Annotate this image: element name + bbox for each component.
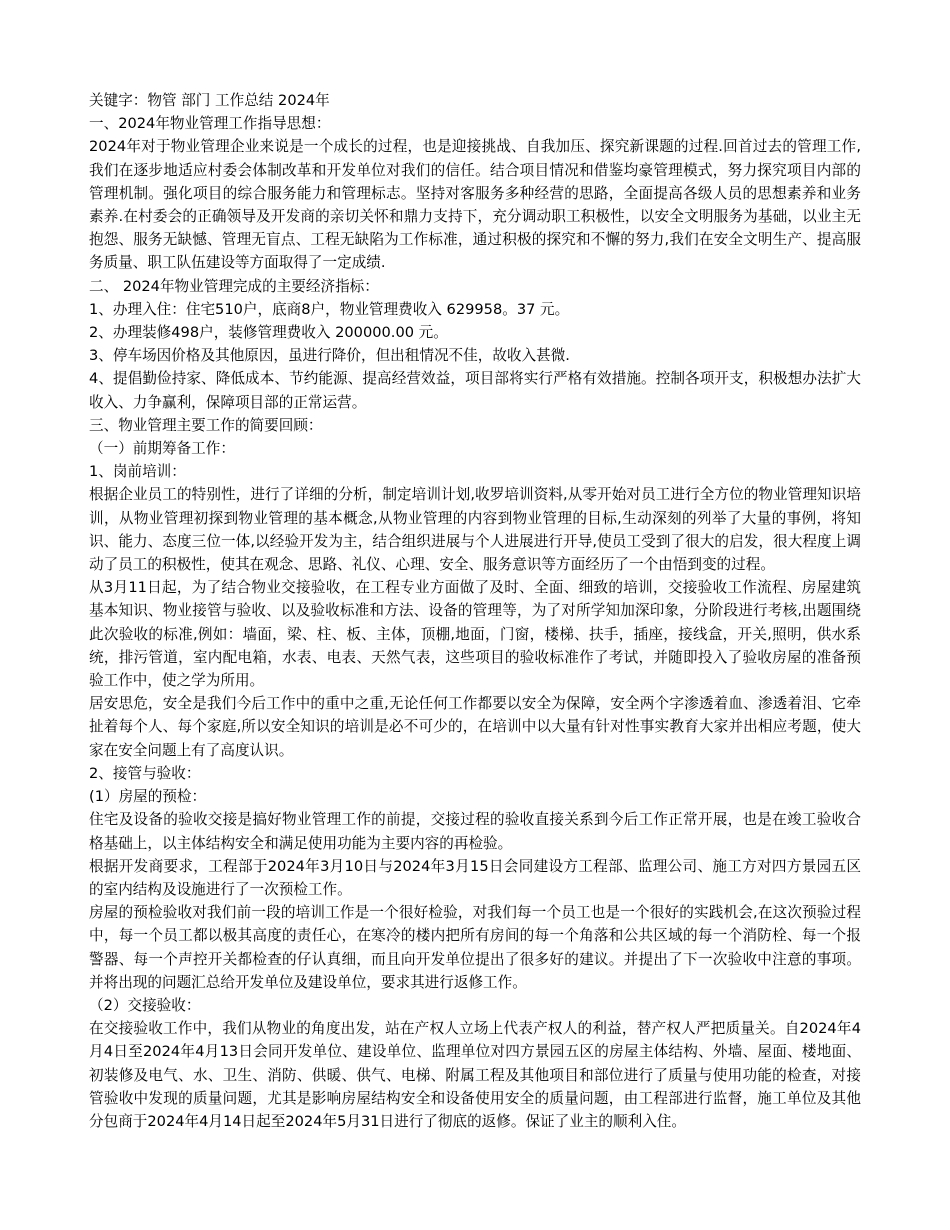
section-heading-3: 三、物业管理主要工作的简要回顾：: [89, 416, 323, 434]
section-heading-2: 二、 2024年物业管理完成的主要经济指标：: [89, 277, 379, 295]
paragraph-precheck-result: 房屋的预检验收对我们前一段的培训工作是一个很好检验，对我们每一个员工也是一个很好的实践机会,在这次预验过程中，每一个员工都以极其高度的责任心，在寒冷的楼内把所有房间的每一个角落和公共区域的每一个消防栓、每一个报警器、每一个声控开关都检查的仔认真细，而且向开发单位提出了很多好的建议。并提出了下一次验收中注意的事项。并将出现的问题汇总给开发单位及建设单位，要求其进行返修工作。: [89, 904, 861, 991]
keywords-line: 关键字：物管 部门 工作总结 2024年: [89, 92, 330, 109]
paragraph-training: 根据企业员工的特别性，进行了详细的分析，制定培训计划,收罗培训资料,从零开始对员工进行全方位的物业管理知识培训，从物业管理初探到物业管理的基本概念,从物业管理的内容到物业管理的目标,生动深刻的列举了大量的事例，将知识、能力、态度三位一体,以经验开发为主，结合组织进展与个人进展进行开导,使员工受到了很大的启发，很大程度上调动了员工的积极性，使其在观念、思路、礼仪、心理、安全、服务意识等方面经历了一个由悟到变的过程。: [89, 486, 861, 574]
subsection-heading-preparation: （一）前期筹备工作：: [89, 440, 235, 458]
indicator-item-4: 4、提倡勤俭持家、降低成本、节约能源、提高经营效益，项目部将实行严格有效措施。控制各项开支，积极想办法扩大收入、力争赢利，保障项目部的正常运营。: [89, 370, 861, 411]
document-body: [89, 89, 861, 1133]
indicator-item-2: 2、办理装修498户，装修管理费收入 200000.00 元。: [89, 324, 448, 342]
subitem-heading-handover: （2）交接验收：: [89, 996, 201, 1014]
paragraph-precheck-intro: 住宅及设备的验收交接是搞好物业管理工作的前提，交接过程的验收直接关系到今后工作正常开展，也是在竣工验收合格基础上，以主体结构安全和满足使用功能为主要内容的再检验。: [89, 811, 861, 852]
paragraph-handover: 在交接验收工作中，我们从物业的角度出发，站在产权人立场上代表产权人的利益，替产权人严把质量关。自2024年4月4日至2024年4月13日会同开发单位、建设单位、监理单位对四方景园五区的房屋主体结构、外墙、屋面、楼地面、初装修及电气、水、卫生、消防、供暖、供气、电梯、附属工程及其他项目和部位进行了质量与使用功能的检查，对接管验收中发现的质量问题，尤其是影响房屋结构安全和设备使用安全的质量问题，由工程部进行监督，施工单位及其他分包商于2024年4月14日起至2024年5月31日进行了彻底的返修。保证了业主的顺利入住。: [89, 1020, 861, 1130]
subitem-heading-precheck: (1）房屋的预检：: [89, 788, 207, 806]
item-heading-takeover: 2、接管与验收：: [89, 764, 201, 782]
section-heading-1: 一、2024年物业管理工作指导思想：: [89, 115, 331, 133]
paragraph-guiding-thought: 2024年对于物业管理企业来说是一个成长的过程，也是迎接挑战、自我加压、探究新课题的过程.回首过去的管理工作,我们在逐步地适应村委会体制改革和开发单位对我们的信任。结合项目情况和借鉴均豪管理模式，努力探究项目内部的管理机制。强化项目的综合服务能力和管理标志。坚持对客服务多种经营的思路，全面提高各级人员的思想素养和业务素养.在村委会的正确领导及开发商的亲切关怀和鼎力支持下，充分调动职工积极性，以安全文明服务为基础，以业主无抱怨、服务无缺憾、管理无盲点、工程无缺陷为工作标准，通过积极的探究和不懈的努力,我们在安全文明生产、提高服务质量、职工队伍建设等方面取得了一定成绩.: [89, 138, 861, 272]
paragraph-acceptance-training: 从3月11日起，为了结合物业交接验收，在工程专业方面做了及时、全面、细致的培训，交接验收工作流程、房屋建筑基本知识、物业接管与验收、以及验收标准和方法、设备的管理等，为了对所学知加深印象，分阶段进行考核,出题围绕此次验收的标准,例如：墙面，梁、柱、板、主体，顶棚,地面，门窗，楼梯、扶手，插座，接线盒，开关,照明，供水系统，排污管道，室内配电箱，水表、电表、天然气表，这些项目的验收标准作了考试，并随即投入了验收房屋的准备预验工作中，使之学为所用。: [89, 579, 861, 690]
paragraph-safety: 居安思危，安全是我们今后工作中的重中之重,无论任何工作都要以安全为保障，安全两个字渗透着血、渗透着泪、它牵扯着每个人、每个家庭,所以安全知识的培训是必不可少的，在培训中以大量有针对性事实教育大家并出相应考题，使大家在安全问题上有了高度认识。: [89, 695, 861, 759]
indicator-item-1: 1、办理入住：住宅510户，底商8户，物业管理费收入 629958。37 元。: [89, 300, 570, 318]
item-heading-training: 1、岗前培训：: [89, 463, 186, 481]
paragraph-precheck-schedule: 根据开发商要求，工程部于2024年3月10日与2024年3月15日会同建设方工程部、监理公司、施工方对四方景园五区的室内结构及设施进行了一次预检工作。: [89, 857, 861, 898]
indicator-item-3: 3、停车场因价格及其他原因，虽进行降价，但出租情况不佳，故收入甚微.: [89, 347, 570, 365]
